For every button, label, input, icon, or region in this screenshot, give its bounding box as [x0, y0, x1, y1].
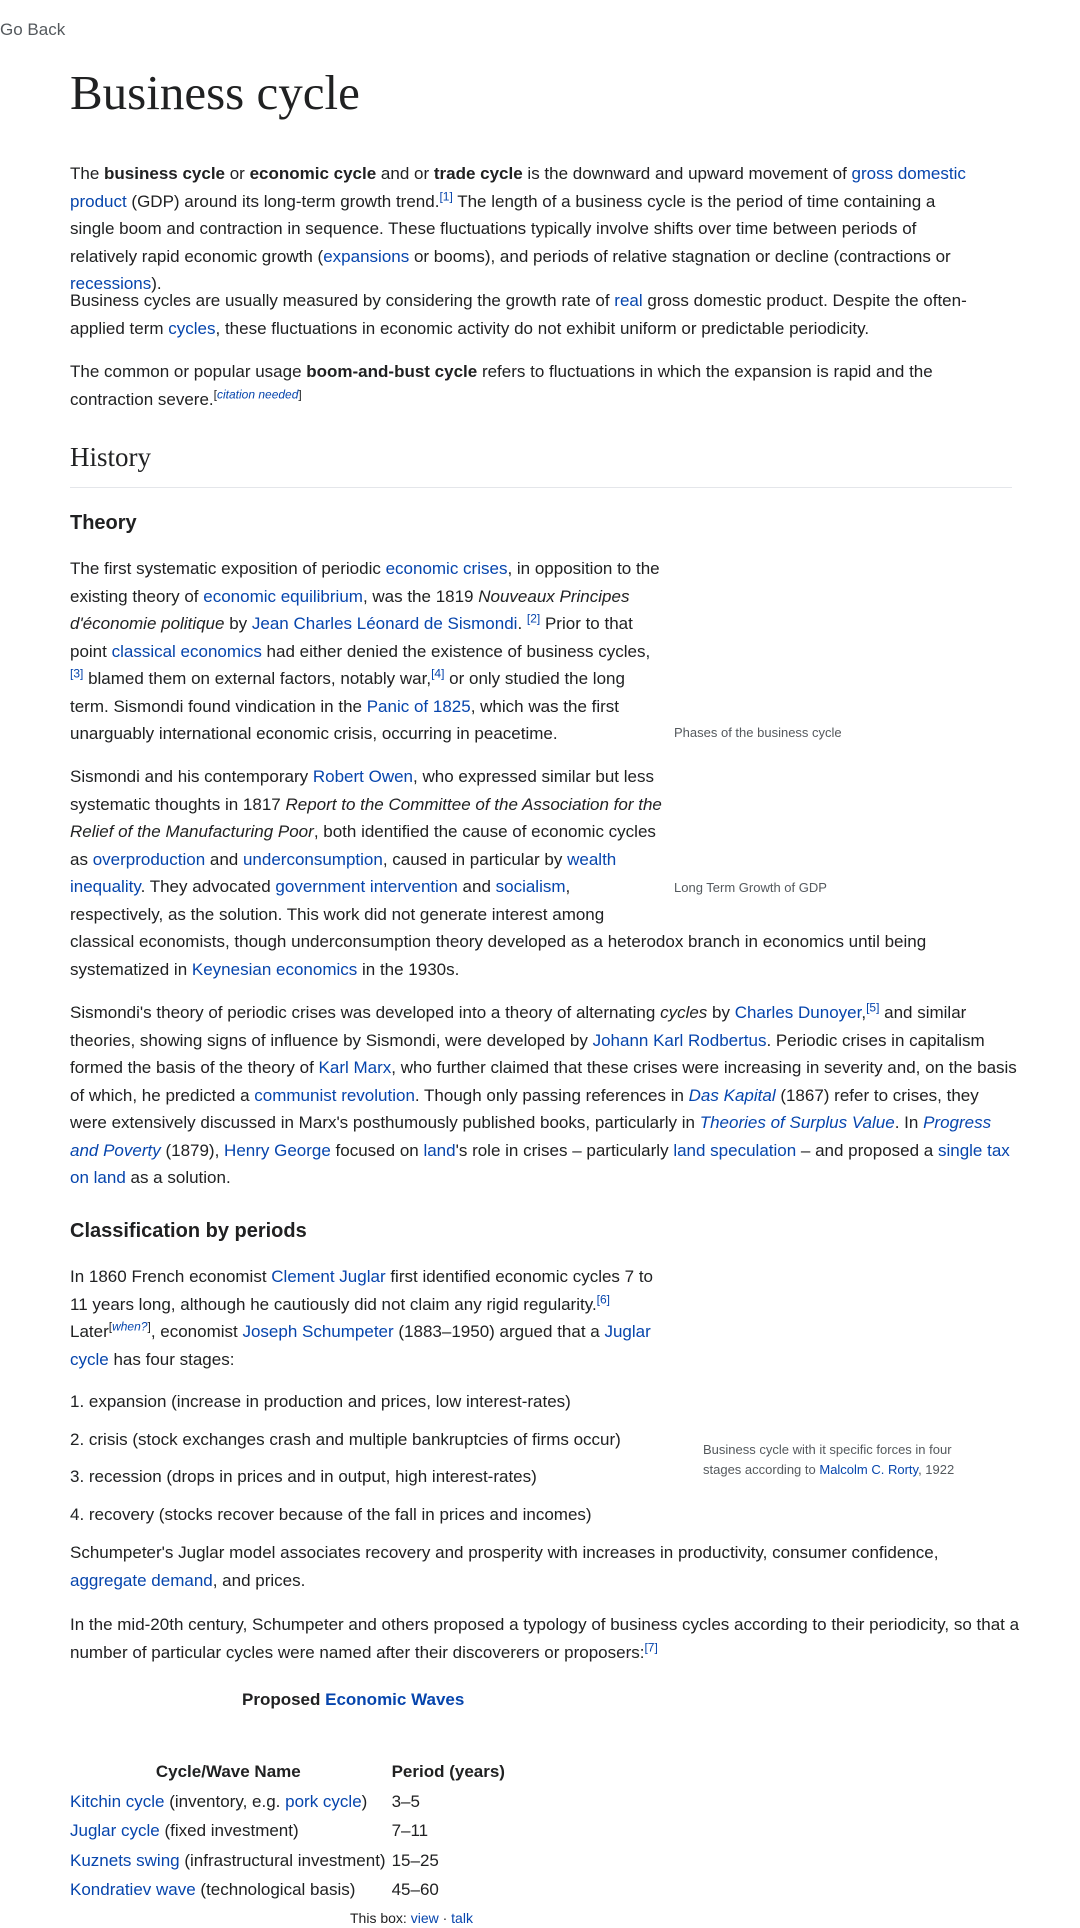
text: , and prices.: [212, 1570, 306, 1590]
link-kondratiev-wave[interactable]: Kondratiev wave: [70, 1880, 196, 1899]
text: , economist: [150, 1322, 243, 1341]
bracket: ]: [298, 386, 302, 401]
link-joseph-schumpeter[interactable]: Joseph Schumpeter: [242, 1322, 394, 1341]
table-header-row: [68, 1757, 508, 1787]
intro-paragraph-3: [70, 358, 975, 413]
table-row: [68, 1816, 508, 1846]
text: and similar theories, showing signs of influence by Sismondi, were developed by: [70, 1003, 967, 1050]
text: The common or popular usage: [70, 362, 307, 381]
text: – and proposed a: [796, 1140, 938, 1160]
italic-term: cycles: [660, 1003, 708, 1022]
text: ).: [151, 274, 162, 293]
link-robert-owen[interactable]: Robert Owen: [312, 767, 414, 786]
classification-paragraph-3: [70, 1611, 1020, 1666]
list-item: 1. expansion (increase in production and prices, low interest-rates): [70, 1392, 571, 1411]
navbox-links: [350, 1908, 473, 1928]
waves-table: [68, 1757, 508, 1905]
link-henry-george[interactable]: Henry George: [224, 1140, 331, 1160]
text: or: [225, 164, 250, 183]
navbox-talk-link[interactable]: talk: [451, 1910, 473, 1926]
text: . In: [894, 1113, 924, 1132]
text: gross domestic product. Despite the often-applied term: [70, 291, 967, 338]
link-juglar-cycle[interactable]: Juglar cycle: [70, 1322, 651, 1369]
subsection-heading-theory: Theory: [70, 512, 137, 534]
subsection-heading-classification: Classification by periods: [70, 1220, 307, 1242]
bold-term: business cycle: [104, 164, 225, 183]
waves-table-title: [242, 1686, 464, 1714]
link-recessions[interactable]: recessions: [70, 274, 152, 293]
text: , these fluctuations in economic activity do not exhibit uniform or predictable periodicity.: [215, 318, 870, 338]
text: (technological basis): [195, 1880, 356, 1899]
text: refers to fluctuations in which the expansion is rapid and the contraction severe.: [70, 362, 933, 409]
text: by: [224, 614, 252, 633]
bracket: [: [108, 1319, 113, 1334]
link-progress-and-poverty[interactable]: Progress and Poverty: [70, 1113, 992, 1160]
when-link[interactable]: when?: [112, 1319, 148, 1334]
italic-title: Nouveaux Principes d'économie politique: [70, 586, 630, 633]
link-charles-dunoyer[interactable]: Charles Dunoyer: [734, 1003, 862, 1022]
text: has four stages:: [108, 1349, 235, 1369]
link-expansions[interactable]: expansions: [323, 246, 410, 266]
link-classical-economics[interactable]: classical economics: [111, 641, 262, 661]
text: (fixed investment): [159, 1821, 299, 1840]
link-malcolm-rorty[interactable]: Malcolm C. Rorty: [819, 1462, 919, 1477]
text: This box:: [350, 1910, 411, 1926]
text: , in opposition to the existing theory of: [70, 559, 660, 606]
link-single-tax[interactable]: single tax on land: [70, 1140, 1010, 1187]
table-cell-name: [68, 1816, 389, 1846]
bracket: [: [213, 386, 217, 401]
reference-7[interactable]: [7]: [644, 1639, 658, 1654]
link-juglar-cycle-row[interactable]: Juglar cycle: [70, 1821, 160, 1840]
text: . Though only passing references in: [414, 1085, 689, 1105]
text: had either denied the existence of business cycles,: [261, 641, 651, 661]
theory-paragraph-1: [70, 555, 660, 748]
reference-3[interactable]: [3]: [70, 666, 84, 681]
table-row: [68, 1787, 508, 1817]
text: Schumpeter's Juglar model associates recovery and prosperity with increases in productivity, consumer confidence,: [70, 1543, 939, 1562]
text: , who further claimed that these crises were increasing in severity and, on the basis of which, he predicted a: [70, 1058, 1017, 1105]
link-cycles[interactable]: cycles: [168, 318, 216, 338]
link-real[interactable]: real: [614, 291, 643, 310]
text: and: [205, 849, 243, 869]
text: focused on: [330, 1140, 424, 1160]
text: Proposed: [242, 1690, 326, 1709]
link-land[interactable]: land: [423, 1140, 456, 1160]
text: , which was the first unarguably international economic crisis, occurring in peacetime.: [70, 696, 620, 743]
go-back-link[interactable]: Go Back: [0, 20, 66, 39]
text: . Periodic crises in capitalism formed the basis of the theory of: [70, 1030, 985, 1077]
link-overproduction[interactable]: overproduction: [92, 849, 206, 869]
page-title: Business cycle: [70, 65, 360, 120]
stages-list: [70, 1388, 690, 1528]
link-panic-1825[interactable]: Panic of 1825: [366, 696, 471, 716]
bold-term: trade cycle: [433, 164, 523, 183]
table-row: [68, 1846, 508, 1876]
link-aggregate-demand[interactable]: aggregate demand: [70, 1570, 213, 1590]
text: (inventory, e.g.: [164, 1791, 286, 1811]
column-header-name: Cycle/Wave Name: [155, 1762, 301, 1781]
text: .: [517, 614, 527, 633]
text: first identified economic cycles 7 to 11 years long, although he cautiously did not claim any rigid regularity.: [70, 1267, 654, 1314]
link-rodbertus[interactable]: Johann Karl Rodbertus: [592, 1030, 767, 1050]
text: 's role in crises – particularly: [455, 1140, 674, 1160]
table-cell-period: 7–11: [391, 1821, 429, 1840]
text: ): [361, 1791, 368, 1811]
reference-2[interactable]: [2]: [526, 611, 541, 626]
figure-gdp-area: [665, 763, 975, 928]
separator: ·: [438, 1910, 452, 1926]
link-karl-marx[interactable]: Karl Marx: [318, 1058, 392, 1077]
text: ,: [861, 1003, 867, 1022]
link-economic-equilibrium[interactable]: economic equilibrium: [203, 586, 363, 606]
link-das-kapital[interactable]: Das Kapital: [688, 1085, 776, 1105]
text: Business cycle with it specific forces in four stages according to: [703, 1442, 952, 1477]
text: in the 1930s.: [357, 959, 460, 979]
text: . They advocated: [140, 877, 276, 896]
text: as a solution.: [125, 1168, 231, 1187]
theory-paragraph-3: [70, 999, 1020, 1192]
italic-title: Report to the Committee of the Association for the Relief of the Manufacturing Poor: [70, 794, 662, 841]
link-wealth-inequality[interactable]: wealth inequality: [70, 849, 617, 896]
navbox-view-link[interactable]: view: [410, 1910, 439, 1926]
table-cell-name: [68, 1875, 389, 1905]
bracket: ]: [147, 1319, 151, 1334]
text: In the mid-20th century, Schumpeter and others proposed a typology of business cycles according to their periodicity, so that a number of particular cycles were named after their discoverers or proposers:: [70, 1615, 1020, 1662]
link-gdp[interactable]: gross domestic product: [70, 164, 966, 211]
table-row: [68, 1875, 508, 1905]
text: , caused in particular by: [382, 849, 568, 869]
section-heading-history: History: [70, 440, 1012, 488]
table-cell-name: [68, 1787, 389, 1817]
figure-caption-phases: Phases of the business cycle: [674, 725, 842, 740]
bold-term: economic cycle: [249, 164, 377, 183]
text: The length of a business cycle is the period of time containing a single boom and contraction in sequence. These fluctuations typically involve shifts over time between periods of relatively rapid economic growth (: [70, 191, 936, 266]
text: Sismondi and his contemporary: [70, 767, 313, 786]
text: Prior to that point: [70, 614, 633, 661]
table-cell-name: [68, 1846, 389, 1876]
intro-paragraph-2: [70, 287, 975, 342]
link-kitchin-cycle[interactable]: Kitchin cycle: [70, 1791, 165, 1811]
column-header-period: Period (years): [391, 1762, 505, 1781]
text: (GDP) around its long-term growth trend.: [126, 191, 440, 211]
classification-paragraph-2: [70, 1539, 975, 1594]
link-keynesian-economics[interactable]: Keynesian economics: [191, 959, 358, 979]
link-sismondi[interactable]: Jean Charles Léonard de Sismondi: [251, 614, 518, 633]
link-economic-waves[interactable]: Economic Waves: [325, 1690, 465, 1709]
table-cell-period: 3–5: [391, 1791, 420, 1811]
text: (1883–1950) argued that a: [393, 1322, 605, 1341]
text: The first systematic exposition of periodic: [70, 559, 386, 578]
list-item: 2. crisis (stock exchanges crash and multiple bankruptcies of firms occur): [70, 1429, 621, 1449]
text: Later: [70, 1322, 109, 1341]
text: (infrastructural investment): [179, 1850, 386, 1870]
link-socialism[interactable]: socialism: [495, 877, 566, 896]
link-communist-revolution[interactable]: communist revolution: [254, 1085, 415, 1105]
link-pork-cycle[interactable]: pork cycle: [285, 1791, 362, 1811]
reference-1[interactable]: [1]: [439, 188, 453, 203]
text: or booms), and periods of relative stagnation or decline (contractions or: [409, 246, 951, 266]
text: blamed them on external factors, notably war,: [83, 669, 432, 688]
text: , who expressed similar but less systematic thoughts in 1817: [70, 767, 654, 814]
figure-caption-rorty: [703, 1440, 993, 1480]
citation-needed-link[interactable]: citation needed: [216, 386, 299, 401]
text: and: [457, 877, 496, 896]
link-theories-surplus-value[interactable]: Theories of Surplus Value: [699, 1113, 895, 1132]
table-cell-period: 45–60: [391, 1880, 439, 1899]
table-cell-period: 15–25: [391, 1850, 439, 1870]
reference-6[interactable]: [6]: [596, 1291, 611, 1306]
link-government-intervention[interactable]: government intervention: [275, 877, 458, 896]
link-economic-crises[interactable]: economic crises: [385, 559, 508, 578]
reference-4[interactable]: [4]: [431, 666, 445, 681]
text: by: [707, 1003, 735, 1022]
bold-term: boom-and-bust cycle: [306, 362, 478, 381]
intro-paragraph-1: [70, 160, 975, 298]
list-item: 4. recovery (stocks recover because of the fall in prices and incomes): [70, 1504, 592, 1524]
text: , 1922: [918, 1462, 955, 1477]
theory-paragraph-2: [70, 763, 975, 983]
text: is the downward and upward movement of: [522, 164, 852, 183]
text: or only studied the long term. Sismondi found vindication in the: [70, 669, 625, 716]
link-underconsumption[interactable]: underconsumption: [242, 849, 383, 869]
text: and or: [376, 164, 434, 183]
text: The: [70, 164, 105, 183]
text: Business cycles are usually measured by considering the growth rate of: [70, 291, 615, 310]
text: (1867) refer to crises, they were extensively discussed in Marx's posthumously published books, particularly in: [70, 1085, 979, 1132]
link-clement-juglar[interactable]: Clement Juglar: [271, 1267, 386, 1286]
list-item: 3. recession (drops in prices and in output, high interest-rates): [70, 1467, 537, 1486]
reference-5[interactable]: [5]: [866, 1000, 880, 1015]
classification-paragraph-1: [70, 1263, 660, 1373]
figure-caption-gdp: Long Term Growth of GDP: [674, 880, 827, 895]
text: In 1860 French economist: [70, 1267, 272, 1286]
link-land-speculation[interactable]: land speculation: [673, 1140, 797, 1160]
text: , was the 1819: [362, 586, 479, 606]
text: (1879),: [160, 1140, 225, 1160]
link-kuznets-swing[interactable]: Kuznets swing: [70, 1850, 180, 1870]
text: Sismondi's theory of periodic crises was developed into a theory of alternating: [70, 1003, 661, 1022]
text: , both identified the cause of economic cycles as: [70, 822, 656, 869]
text: , respectively, as the solution. This work did not generate interest among classical economists, though underconsumption theory developed as a heterodox branch in economics until being systematized in: [70, 877, 927, 979]
